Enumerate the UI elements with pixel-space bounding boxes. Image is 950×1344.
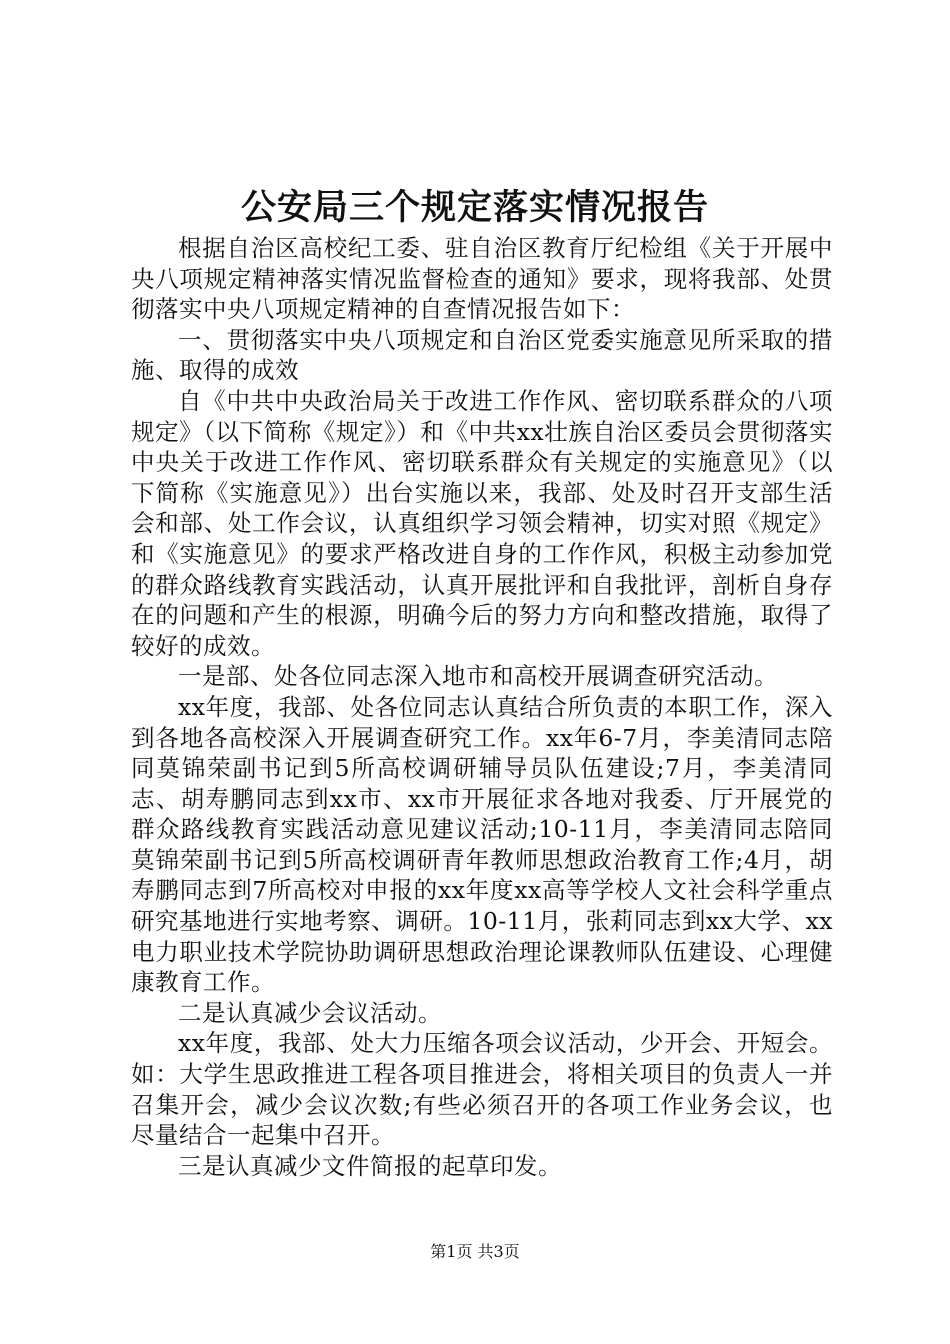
paragraph-intro: 根据自治区高校纪工委、驻自治区教育厅纪检组《关于开展中央八项规定精神落实情况监督检查的通知》要求，现将我部、处贯彻落实中央八项规定精神的自查情况报告如下： [131,234,833,324]
subheading-documents: 三是认真减少文件简报的起草印发。 [178,1151,562,1180]
document-body [131,233,833,1181]
page-footer: 第1页 共3页 [430,1242,520,1261]
paragraph-measures: 自《中共中央政治局关于改进工作作风、密切联系群众的八项规定》（以下简称《规定》）和《中共xx壮族自治区委员会贯彻落实中央关于改进工作作风、密切联系群众有关规定的实施意见》（以下简称《实施意见》）出台实施以来，我部、处及时召开支部生活会和部、处工作会议，认真组织学习领会精神，切实对照《规定》和《实施意见》的要求严格改进自身的工作作风，积极主动参加党的群众路线教育实践活动，认真开展批评和自我批评，剖析自身存在的问题和产生的根源，明确今后的努力方向和整改措施，取得了较好的成效。 [131,386,833,660]
paragraph-meetings: xx年度，我部、处大力压缩各项会议活动，少开会、开短会。如：大学生思政推进工程各项目推进会，将相关项目的负责人一并召集开会，减少会议次数;有些必须召开的各项工作业务会议，也尽量结合一起集中召开。 [131,1029,833,1150]
document-title: 公安局三个规定落实情况报告 [240,187,709,228]
paragraph-research: xx年度，我部、处各位同志认真结合所负责的本职工作，深入到各地各高校深入开展调查研究工作。xx年6-7月，李美清同志陪同莫锦荣副书记到5所高校调研辅导员队伍建设;7月，李美清同志、胡寿鹏同志到xx市、xx市开展征求各地对我委、厅开展党的群众路线教育实践活动意见建议活动;10-11月，李美清同志陪同莫锦荣副书记到5所高校调研青年教师思想政治教育工作;4月，胡寿鹏同志到7所高校对申报的xx年度xx高等学校人文社会科学重点研究基地进行实地考察、调研。10-11月，张莉同志到xx大学、xx电力职业技术学院协助调研思想政治理论课教师队伍建设、心理健康教育工作。 [131,692,833,997]
subheading-meetings: 二是认真减少会议活动。 [178,998,442,1027]
section-heading-1: 一、贯彻落实中央八项规定和自治区党委实施意见所采取的措施、取得的成效 [131,325,833,385]
subheading-research: 一是部、处各位同志深入地市和高校开展调查研究活动。 [178,662,778,691]
